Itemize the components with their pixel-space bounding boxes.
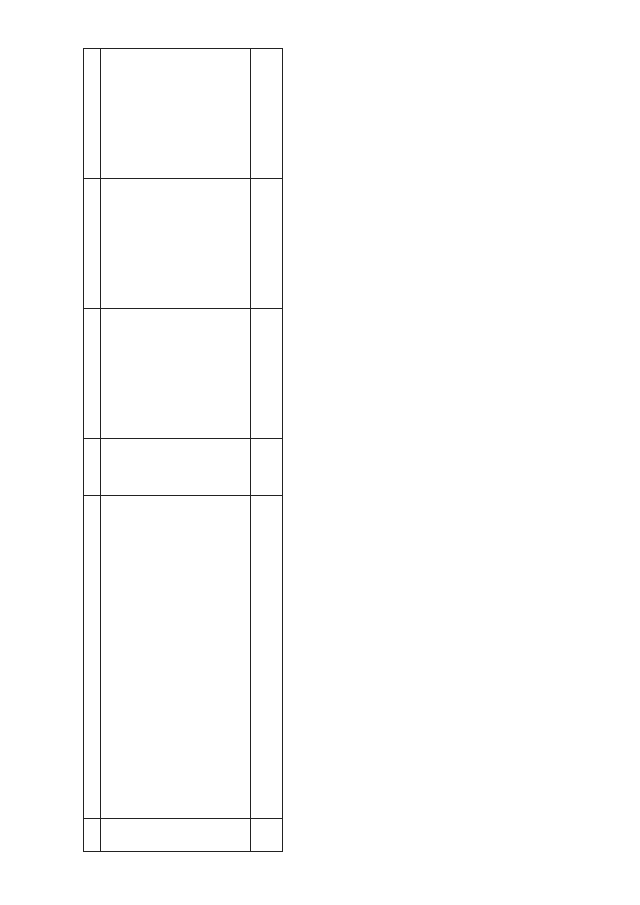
row-number bbox=[101, 819, 251, 852]
header-cell bbox=[84, 309, 101, 439]
table-row bbox=[101, 49, 251, 852]
row-unit bbox=[251, 439, 283, 496]
header-row bbox=[84, 49, 101, 852]
row-name bbox=[251, 496, 283, 819]
row-value-6 bbox=[101, 49, 251, 179]
header-cell bbox=[84, 819, 101, 852]
header-cell bbox=[84, 496, 101, 819]
header-cell bbox=[84, 179, 101, 309]
row-value-5 bbox=[101, 179, 251, 309]
indicators-table bbox=[83, 48, 283, 852]
row-name bbox=[101, 496, 251, 819]
header-cell bbox=[84, 439, 101, 496]
header-cell bbox=[84, 49, 101, 179]
table-row bbox=[251, 49, 283, 852]
rotated-table-container bbox=[83, 49, 283, 852]
row-number bbox=[251, 819, 283, 852]
row-unit bbox=[101, 439, 251, 496]
row-value-4 bbox=[101, 309, 251, 439]
